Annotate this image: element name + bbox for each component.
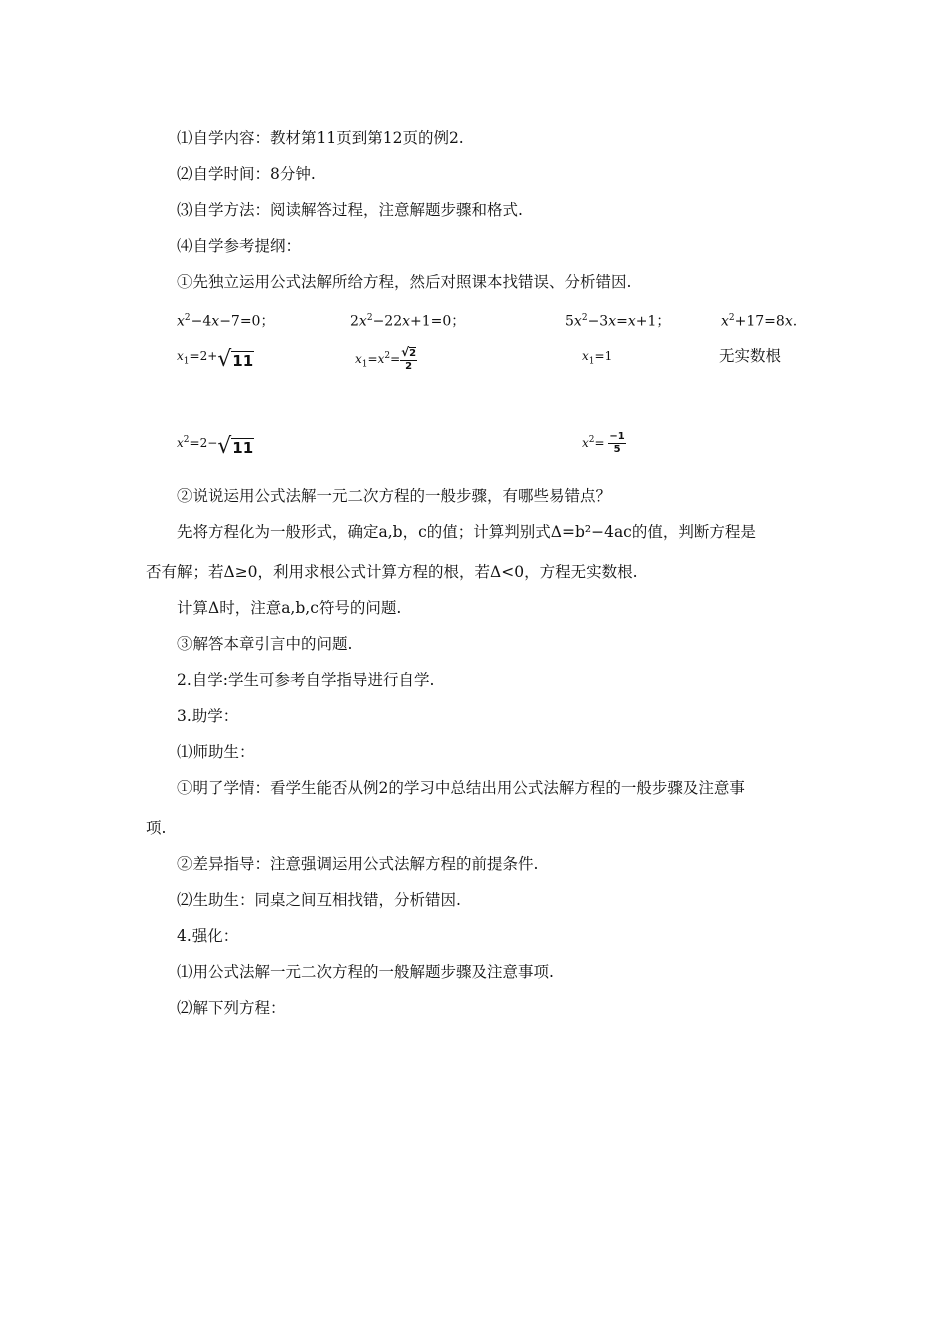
text-line: ②差异指导：注意强调运用公式法解方程的前提条件.	[177, 855, 539, 873]
solution-1b: $x^2=2-$ √ 11	[177, 434, 254, 459]
text-line: ③解答本章引言中的问题.	[177, 635, 353, 653]
text-line: ⑴自学内容：教材第11页到第12页的例2.	[177, 129, 464, 147]
equation-4: $x^2+17=8x$.	[721, 313, 798, 330]
text-line: ①先独立运用公式法解所给方程，然后对照课本找错误、分析错因.	[177, 273, 632, 291]
solution-3b: $x^2=$ $\frac{-1}{5}$	[582, 431, 625, 455]
text-line: ①明了学情：看学生能否从例2的学习中总结出用公式法解方程的一般步骤及注意事	[177, 779, 745, 797]
equation-3: $5x^2-3x=x+1$；	[565, 313, 671, 330]
fraction: $\frac{√2}{2}$	[401, 345, 417, 372]
fraction: $\frac{-1}{5}$	[609, 431, 625, 455]
equation-1: $x^2-4x-7=0$；	[177, 313, 275, 330]
solution-1a: $x_1=2+$ √ 11	[177, 347, 254, 372]
text-line: ⑵解下列方程：	[177, 999, 286, 1017]
solution-4: 无实数根	[719, 347, 782, 365]
text-line: 计算Δ时，注意a,b,c符号的问题.	[177, 599, 402, 617]
text-line: 3.助学：	[177, 707, 239, 725]
equation-2: $2x^2-22x+1=0$；	[350, 313, 466, 330]
text-line: ⑵自学时间：8分钟.	[177, 165, 316, 183]
solution-2: $x_1=x^2=$ $\frac{√2}{2}$	[355, 345, 417, 372]
text-line: 2.自学:学生可参考自学指导进行自学.	[177, 671, 435, 689]
text-line: 先将方程化为一般形式，确定a,b，c的值；计算判别式Δ=b²−4ac的值，判断方程是	[177, 523, 756, 541]
text-line: 4.强化：	[177, 927, 239, 945]
text-line: ⑵生助生：同桌之间互相找错，分析错因.	[177, 891, 461, 909]
text-line: 项.	[146, 819, 167, 837]
sqrt-symbol: √ 11	[217, 434, 254, 459]
text-line: ⑶自学方法：阅读解答过程，注意解题步骤和格式.	[177, 201, 523, 219]
text-line: 否有解；若Δ≥0，利用求根公式计算方程的根，若Δ<0，方程无实数根.	[146, 563, 638, 581]
text-line: ⑴师助生：	[177, 743, 255, 761]
text-line: ⑴用公式法解一元二次方程的一般解题步骤及注意事项.	[177, 963, 554, 981]
text-line: ⑷自学参考提纲：	[177, 237, 302, 255]
sqrt-symbol: √ 11	[217, 347, 254, 372]
solution-3: $x_1=1$	[582, 349, 613, 367]
text-line: ②说说运用公式法解一元二次方程的一般步骤，有哪些易错点？	[177, 487, 612, 505]
